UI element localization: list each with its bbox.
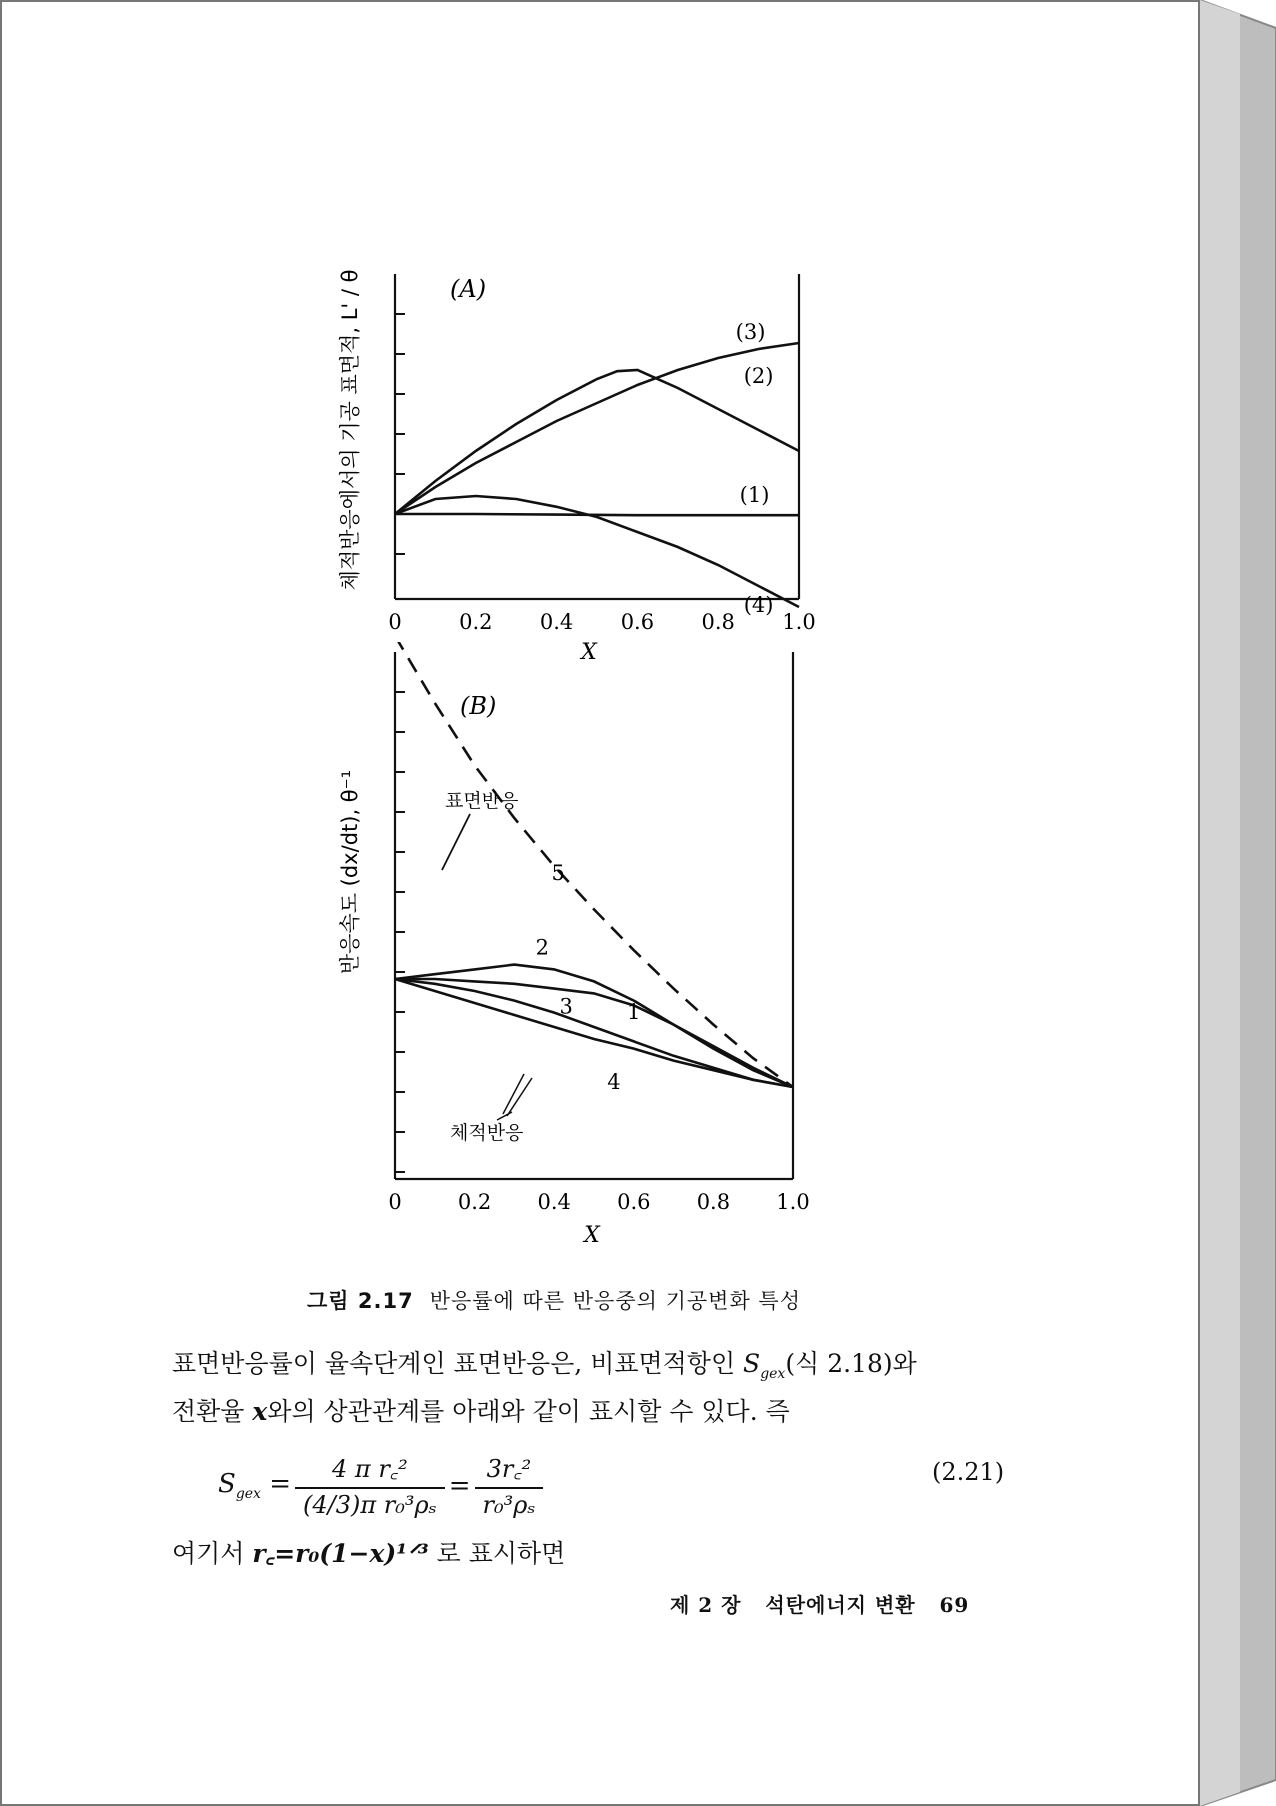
annotation-volume-reaction: 체적반응 (450, 1122, 524, 1144)
chart-b-series-5 (395, 642, 793, 1087)
footer-chapter: 제 2 장 (670, 1593, 742, 1617)
eq-numerator-1: 4 π r꜀² (295, 1452, 445, 1488)
chart-a-x-tick-label: 0.8 (701, 610, 735, 634)
chart-a-x-tick-label: 0.4 (539, 610, 574, 634)
body-paragraph-2 (172, 1392, 790, 1428)
eq-lhs-sub: gex (235, 1486, 261, 1503)
eq-lhs: S (218, 1468, 236, 1499)
chart-b-x-tick-label: 0.2 (457, 1190, 492, 1214)
annotation-surface-leader (442, 814, 470, 870)
chart-b-ylabel: 반응속도 (dx/dt), θ⁻¹ (338, 769, 362, 975)
chart-b (2, 642, 1202, 1262)
chart-b-x-tick-label: 0.8 (696, 1190, 731, 1214)
chart-b-series-label: 4 (607, 1069, 621, 1094)
footer-chapter-title: 석탄에너지 변환 (765, 1593, 916, 1617)
chart-b-series-label: 3 (559, 994, 573, 1019)
chart-a-series-label: (1) (739, 483, 770, 507)
chart-b-series-label: 2 (535, 935, 549, 960)
chart-b-series-1 (395, 979, 793, 1087)
body-paragraph-3 (172, 1534, 565, 1570)
chart-a-panel-label: (A) (450, 275, 487, 303)
chart-a-series-4 (395, 496, 799, 607)
para1-text: 표면반응률이 율속단계인 표면반응은, 비표면적항인 (172, 1349, 744, 1378)
page-footer (670, 1589, 969, 1618)
chart-a-series-1 (395, 514, 799, 515)
para3-text-end: 로 표시하면 (428, 1539, 566, 1568)
figure-caption-text: 반응률에 따른 반응중의 기공변화 특성 (429, 1289, 801, 1313)
figure-caption (307, 1285, 801, 1315)
equation-number: (2.21) (932, 1458, 1005, 1486)
chart-a-ylabel: 체적반응에서의 기공 표면적, L' / θ (338, 269, 362, 591)
para1-symbol: S (743, 1349, 761, 1378)
chart-a-series-label: (3) (735, 320, 766, 344)
chart-b-panel-label: (B) (460, 692, 497, 720)
figure-caption-label: 그림 2.17 (307, 1289, 414, 1313)
chart-b-series-4 (395, 979, 793, 1087)
para1-subscript: gex (760, 1366, 786, 1382)
chart-b-series-label: 5 (551, 861, 565, 886)
book-spine-edge (1200, 0, 1276, 1806)
chart-a (2, 2, 1202, 682)
chart-a-xlabel: X (581, 640, 597, 665)
chart-b-x-tick-label: 0.6 (617, 1190, 651, 1214)
annotation-surface-reaction: 표면반응 (445, 790, 519, 812)
chart-a-series-2 (395, 370, 799, 514)
chart-a-x-tick-label: 0 (388, 610, 402, 634)
chart-b-series-3 (395, 979, 793, 1087)
eq-numerator-2: 3r꜀² (475, 1452, 544, 1488)
page-number: 69 (939, 1593, 970, 1617)
para1-text-end: (식 2.18)와 (785, 1349, 917, 1378)
body-paragraph-1 (172, 1344, 917, 1382)
chart-a-series-label: (4) (743, 593, 774, 617)
para2-symbol: x (252, 1397, 268, 1426)
chart-b-series-label: 1 (627, 1000, 641, 1024)
eq-denominator-2: r₀³ρₛ (482, 1491, 536, 1519)
chart-b-x-tick-label: 0.4 (537, 1190, 571, 1214)
equation-2-21: $S_{gex}$ = 4 π r꜀² = 3r꜀² (4/3)π r₀³ρₛ r₀³ρₛ (217, 1452, 543, 1519)
chart-a-series-label: (2) (743, 364, 774, 388)
chart-a-series-3 (395, 343, 799, 514)
para2-text-end: 와의 상관관계를 아래와 같이 표시할 수 있다. 즉 (267, 1397, 790, 1426)
chart-a-x-tick-label: 1.0 (782, 610, 816, 634)
para3-text: 여기서 (172, 1539, 253, 1568)
annotation-volume-arrow-3 (497, 1112, 512, 1120)
chart-a-x-tick-label: 0.2 (459, 610, 493, 634)
chart-a-x-tick-label: 0.6 (620, 610, 655, 634)
chart-b-x-tick-label: 0 (388, 1190, 402, 1214)
para3-expression: r꜀=r₀(1−x)¹ᐟ³ (252, 1539, 429, 1568)
eq-denominator-1: (4/3)π r₀³ρₛ (303, 1491, 437, 1519)
chart-b-xlabel: X (584, 1223, 600, 1248)
chart-b-x-tick-label: 1.0 (776, 1190, 810, 1214)
para2-text: 전환율 (172, 1397, 253, 1426)
